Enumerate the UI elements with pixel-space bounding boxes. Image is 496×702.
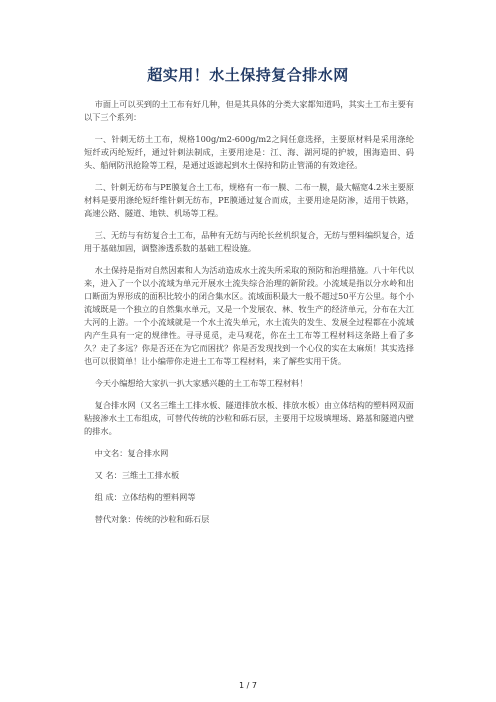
field-composition: 组 成：立体结构的塑料网等 — [94, 492, 196, 502]
paragraph-series-1: 一、针刺无纺土工布，规格100g/m2-600g/m2之间任意选择，主要原材料是采用涤纶短纤或丙纶短纤，通过针刺法制成，主要用途是：江、海、湖河堤的护坡，围海造田、码头、船闸防汛抢险等工程，是通过返滤起到水土保持和防止管涌的有效途径。 — [84, 134, 414, 170]
field-chinese-name: 中文名：复合排水网 — [94, 448, 169, 458]
page-indicator: 1 / 7 — [239, 681, 257, 690]
paragraph-soil-conservation: 水土保持是指对自然因素和人为活动造成水土流失所采取的预防和治理措施。八十年代以来，进入了一个以小流域为单元开展水土流失综合治理的新阶段。小流域是指以分水岭和出口断面为界形成的面积比较小的闭合集水区。流域面积最大一般不超过50平方公里。每个小流域既是一个独立的自然集水单元，又是一个发展农、林、牧生产的经济单元，分布在大江大河的上游。一个小流域就是一个水土流失单元，水土流失的发生、发展全过程都在小流域内产生具有一定的规律性。寻寻觅觅，走马观花，你在土工布等工程材料这条路上看了多久？走了多远？你是否还在为它而困扰？你是否发现找到一个心仪的实在太麻烦！其实选择也可以很简单！让小编带你走进土工布等工程材料，来了解些实用干货。 — [84, 265, 414, 366]
paragraph-intro: 市面上可以买到的土工布有好几种，但是其具体的分类大家都知道吗，其实土工布主要有以下三个系列： — [84, 99, 414, 122]
paragraph-series-3: 三、无纺与有纺复合土工布，品种有无纺与丙纶长丝机织复合，无纺与塑料编织复合，适用于基础加固，调整渗透系数的基础工程设施。 — [84, 230, 414, 253]
paragraph-drainage-net: 复合排水网（又名三维土工排水板、隧道排放水板、排放水板）由立体结构的塑料网双面粘接渗水土工布组成，可替代传统的沙粒和砾石层，主要用于垃圾填埋场、路基和隧道内壁的排水。 — [84, 400, 414, 436]
paragraph-series-2: 二、针刺无纺布与PE膜复合土工布，规格有一布一膜、二布一膜，最大幅宽4.2米主要原材料是要用涤纶短纤维针刺无纺布，PE膜通过复合而成，主要用途是防渗，适用于铁路，高速公路、隧道、地铁、机场等工程。 — [84, 182, 414, 218]
document-title: 超实用！水土保持复合排水网 — [147, 66, 349, 84]
document-body — [84, 98, 414, 535]
paragraph-today: 今天小编想给大家扒一扒大家感兴趣的土工布等工程材料！ — [94, 378, 308, 388]
field-replacement: 替代对象：传统的沙粒和砾石层 — [94, 514, 210, 524]
field-alias: 又 名：三维土工排水板 — [94, 470, 180, 480]
